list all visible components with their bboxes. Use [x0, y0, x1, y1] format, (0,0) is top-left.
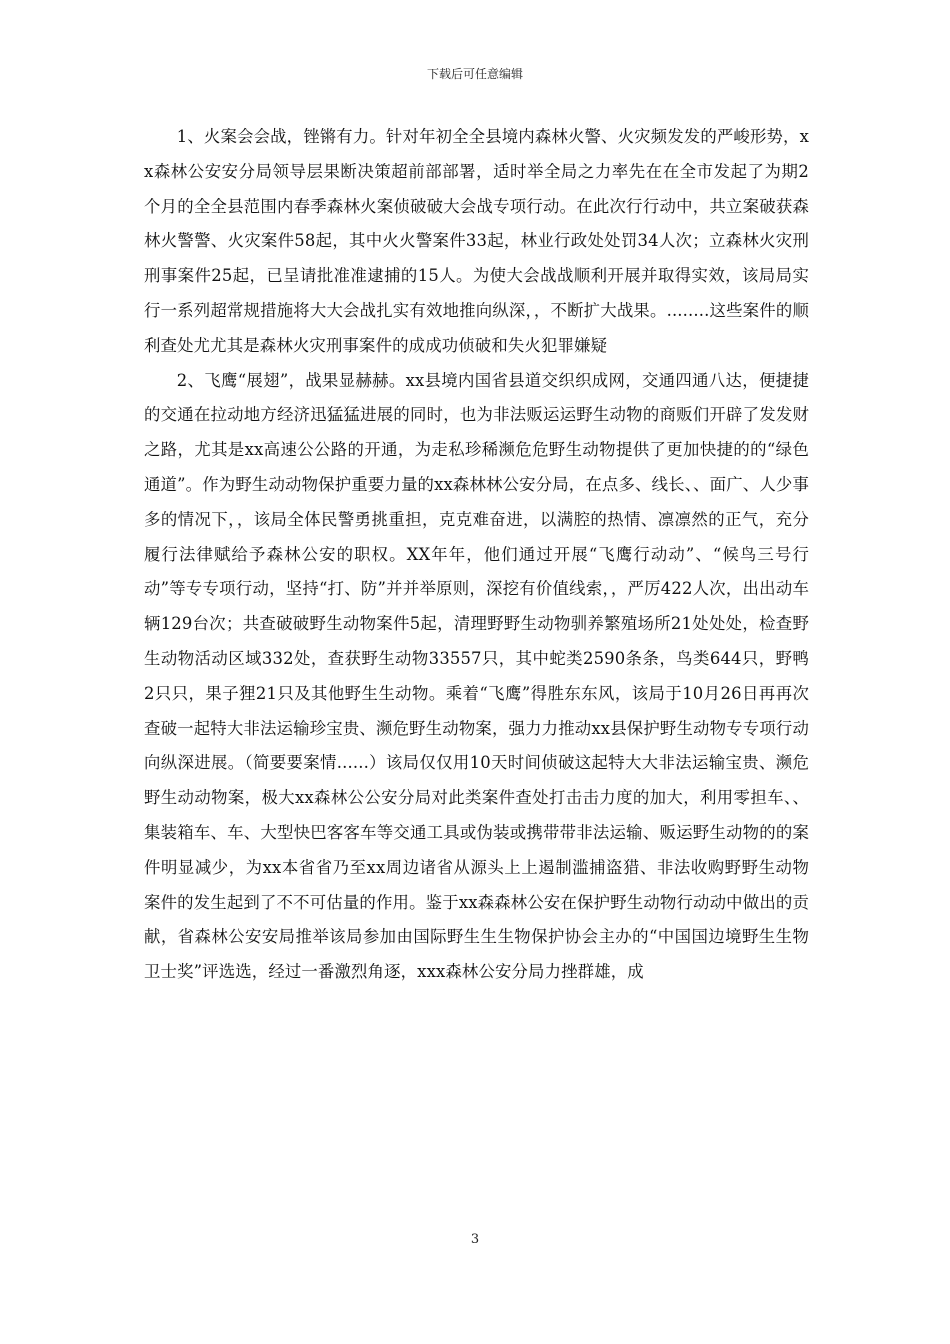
page-header: 下载后可任意编辑 — [426, 67, 523, 81]
page-number: 3 — [470, 1232, 480, 1247]
document-body — [144, 120, 809, 990]
paragraph-2: 2、飞鹰“展翅”，战果显赫赫。xx县境内国省县道交织织成网，交通四通八达，便捷捷的交通在拉动地方经济迅猛猛进展的同时，也为非法贩运运野生动物的商贩们开辟了发发财之路，尤其是xx高速公公路的开通，为走私珍稀濒危危野生动物提供了更加快捷的的“绿色通道”。作为野生动动物保护重要力量的xx森林林公安分局，在点多、线长、、面广、人少事多的情况下，，该局全体民警勇挑重担，克克难奋进，以满腔的热情、凛凛然的正气，充分履行法律赋给予森林公安的职权。XX年年，他们通过开展“飞鹰行动动”、“候鸟三号行动”等专专项行动，坚持“打、防”并并举原则，深挖有价值线索，，严厉422人次，出出动车辆129台次；共查破破野生动物案件5起，清理野野生动物驯养繁殖场所21处处处，检查野生动物活动区域332处，查获野生动物33557只，其中蛇类2590条条，鸟类644只，野鸭2只只，果子狸21只及其他野生生动物。乘着“飞鹰”得胜东东风，该局于10月26日再再次查破一起特大非法运输珍宝贵、濒危野生动物案，强力力推动xx县保护野生动物专专项行动向纵深进展。（简要要案情......）该局仅仅用10天时间侦破这起特大大非法运输宝贵、濒危野生动动物案，极大xx森林公公安分局对此类案件查处打击击力度的加大，利用零担车、、集装箱车、车、大型快巴客客车等交通工具或伪装或携带带非法运输、贩运野生动物的的案件明显减少，为xx本省省乃至xx周边诸省从源头上上遏制滥捕盗猎、非法收购野野生动物案件的发生起到了不不可估量的作用。鉴于xx森森林公安在保护野生动物行动动中做出的贡献，省森林公安安局推举该局参加由国际野生生生物保护协会主办的“中国国边境野生生物卫士奖”评选选，经过一番激烈角逐，xxx森林公安分局力挫群雄，成 — [144, 370, 809, 982]
paragraph-1: 1、火案会会战，锉锵有力。针对年初全全县境内森林火警、火灾频发发的严峻形势，xx森林公安安分局领导层果断决策超前部部署，适时举全局之力率先在在全市发起了为期2个月的全全县范围内春季森林火案侦破破大会战专项行动。在此次行行动中，共立案破获森林火警警、火灾案件58起，其中火火警案件33起，林业行政处处罚34人次；立森林火灾刑刑事案件25起，已呈请批准准逮捕的15人。为使大会战战顺利开展并取得实效，该局局实行一系列超常规措施将大大会战扎实有效地推向纵深，，不断扩大战果。........这些案件的顺利查处尤尤其是森林火灾刑事案件的成成功侦破和失火犯罪嫌疑 — [144, 127, 809, 355]
